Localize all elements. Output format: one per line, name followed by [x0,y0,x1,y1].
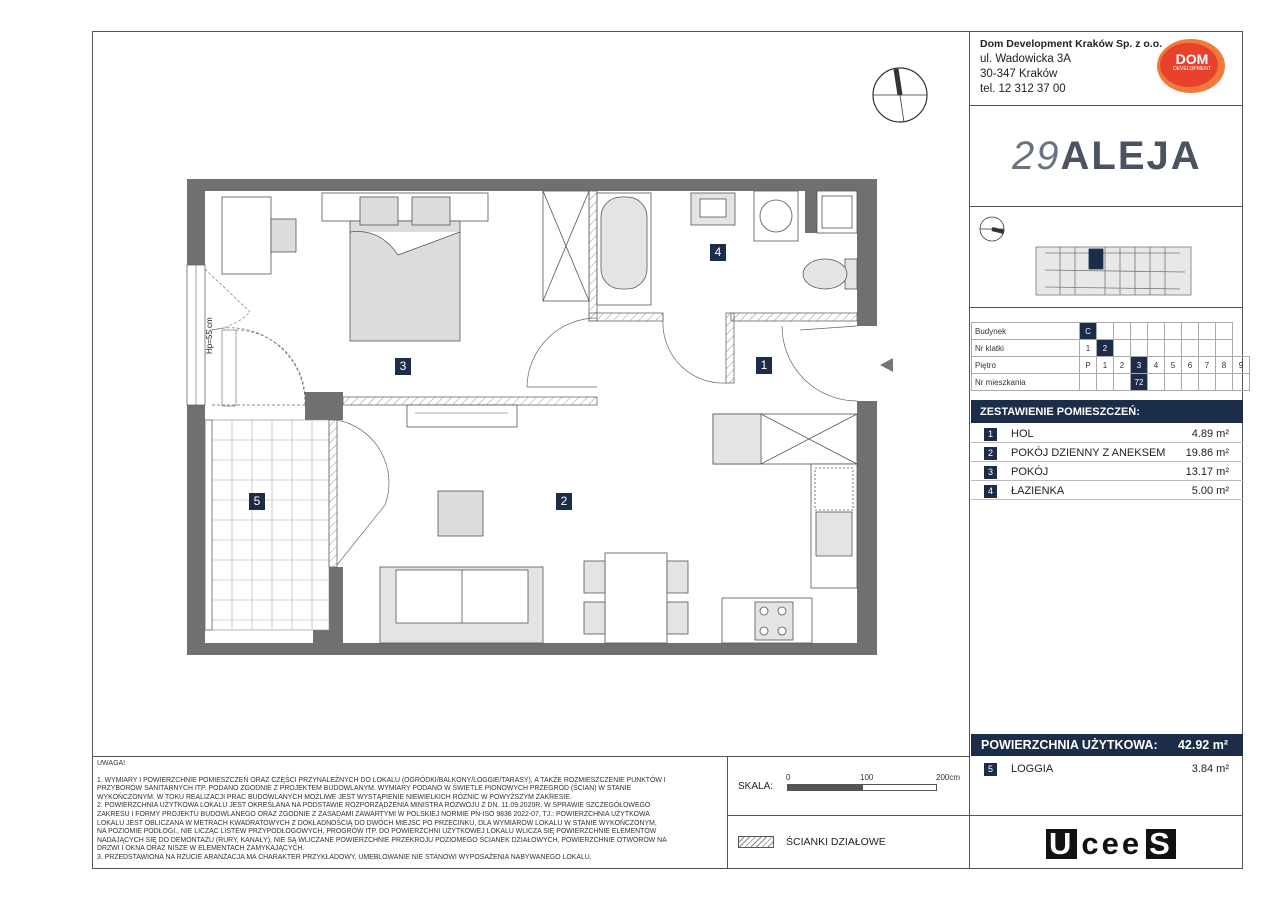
note-line: NA POZIOMIE PODŁOGI., NIE LICZĄC LISTEW PRZYPODŁOGOWYCH, PROGRÓW ITP. DO POWIERZCHNI UŻYTKOWEJ LOKALU WLICZA SIĘ POWIERZCHNIE ELEMENTÓW [97,828,657,836]
living-furniture [380,491,688,643]
cell [1199,340,1216,357]
cell [1182,374,1199,391]
cell [1097,323,1114,340]
note-line: WYKOŃCZONYM. W TOKU REALIZACJI PRAC BUDOWLANYCH MOŻLIWE JEST WYSTĄPIENIE NIEWIELKICH RÓŻNIC W POWYŻSZYM ZAKRESIE. [97,793,572,801]
room-area: 3.84 m² [1191,763,1229,775]
partition-wall-label: ŚCIANKI DZIAŁOWE [786,836,886,848]
scale-tick-0: 0 [786,773,791,782]
company-phone: tel. 12 312 37 00 [980,83,1066,95]
cell [1165,340,1182,357]
room-area: 5.00 m² [1191,485,1229,497]
note-line: LOKALU JEST OBLICZANA W METRACH KWADRATOWYCH Z DOKŁADNOŚCIĄ DO DWÓCH MIEJSC PO PRZECINKU, DLA WYMIARÓW LOKALU W STANIE WYKOŃCZONYM, [97,819,657,827]
company-street: ul. Wadowicka 3A [980,53,1071,65]
pietro-7: 7 [1199,357,1216,374]
notes-heading: UWAGA! [97,760,126,767]
row-pietro [972,357,1250,374]
cell [1216,340,1233,357]
sill-note [222,330,236,406]
klatka-2: 2 [1097,340,1114,357]
budynek-value: C [1080,323,1097,340]
pietro-1: 1 [1097,357,1114,374]
brand-right: S [1146,829,1176,859]
pietro-label: Piętro [972,357,1080,374]
room-area: 19.86 m² [1185,447,1229,459]
room-number: 1 [984,428,997,441]
company-name: Dom Development Kraków Sp. z o.o. [980,38,1163,50]
cell [1114,340,1131,357]
cell [1216,374,1233,391]
room-tag-5: 5 [249,493,265,510]
kitchen [713,414,857,643]
room-name: ŁAZIENKA [1011,485,1065,497]
dom-logo-sub: DEVELOPMENT [1173,66,1211,72]
balcony-door-swing-2 [236,330,305,405]
total-area [971,734,1243,756]
row-klatka [972,340,1250,357]
cell [1233,374,1250,391]
mieszkania-label: Nr mieszkania [972,374,1080,391]
hp-note: Hp=55 cm [205,317,214,354]
pietro-p: P [1080,357,1097,374]
partition-wall-swatch [738,836,774,848]
room-number: 5 [984,763,997,776]
dom-logo [1161,52,1223,73]
bed [322,193,488,341]
note-line: DRZWI I OKNA ORAZ NISZE W ELEMENTACH ZAMYKAJĄCYCH. [97,845,305,853]
budynek-label: Budynek [972,323,1080,340]
scale-bar-fill [788,785,863,790]
mieszkania-value: 72 [1131,374,1148,391]
rooms-header: ZESTAWIENIE POMIESZCZEŃ: [971,400,1243,423]
north-arrow [873,68,927,122]
entrance-arrow [880,358,893,372]
project-logo [1012,134,1202,179]
cell [1148,323,1165,340]
cell [1080,374,1097,391]
room-number: 4 [984,485,997,498]
dom-logo-main: DOM [1175,51,1209,67]
note-line: NADAJĄCYCH SIĘ DO DEMONTAŻU (RURY, KANAŁY), NIE SĄ WLICZANE POWIERZCHNIE PRZEKROJU POZIOMEGO ŚCIANEK DZIAŁOWYCH, POWIERZCHNIE OTWORÓW NA [97,836,667,844]
cell [1148,340,1165,357]
klatka-1: 1 [1080,340,1097,357]
loggia-row [971,759,1243,778]
cell [1097,374,1114,391]
klatka-label: Nr klatki [972,340,1080,357]
cell [1182,340,1199,357]
room-area: 4.89 m² [1191,428,1229,440]
keyplan [980,217,1191,295]
wardrobe [407,405,517,427]
scale-tick-100: 100 [860,773,874,782]
cell [1114,374,1131,391]
brand-left: U [1046,829,1077,859]
room-name: POKÓJ [1011,466,1049,478]
room-number: 3 [984,466,997,479]
row-mieszkania [972,374,1250,391]
pietro-2: 2 [1114,357,1131,374]
cell [1131,340,1148,357]
company-info [980,37,1162,97]
room-name: LOGGIA [1011,763,1054,775]
room-row [971,424,1243,443]
pietro-9: 9 [1233,357,1250,374]
room-row [971,443,1243,462]
note-line: 2. POWIERZCHNIA UŻYTKOWA LOKALU JEST OKREŚLANA NA PODSTAWIE ROZPORZĄDZENIA MINISTRA ROZWOJU Z DN. 11.09.2020R. W SPRAWIE SZCZEGÓŁOWEGO [97,802,651,810]
cell [1148,374,1165,391]
company-city: 30-347 Kraków [980,68,1058,80]
cell [1165,374,1182,391]
scale-tick-200: 200cm [936,773,961,782]
room-tag-1: 1 [756,357,772,374]
note-line: 1. WYMIARY I POWIERZCHNIE POMIESZCZEŃ ORAZ CZĘŚCI PRZYNALEŻNYCH DO LOKALU (OGRÓDKI/BALKONY/LOGGIE/TARASY), A TAKŻE ROZMIESZCZENIE PUNKTÓW I [97,776,666,784]
pietro-3: 3 [1131,357,1148,374]
room-tag-3: 3 [395,358,411,375]
cell [1199,374,1216,391]
cell [1182,323,1199,340]
brand-middle: cee [1081,826,1143,861]
note-line: ZAKRESU I FORMY PROJEKTU BUDOWLANEGO ORAZ ZGODNIE Z ZASADAMI ZAWARTYMI W POLSKIEJ NORMIE PN-ISO 9836 2022-07, TJ.: POWIERZCHNIA UŻYTKOWA [97,810,650,818]
location-table [971,322,1250,391]
cell [1199,323,1216,340]
pietro-6: 6 [1182,357,1199,374]
cell [1131,323,1148,340]
room-area: 13.17 m² [1185,466,1229,478]
total-area-value: 42.92 m² [1177,738,1228,752]
uceeS-logo [1046,826,1176,862]
pietro-5: 5 [1165,357,1182,374]
row-budynek [972,323,1250,340]
note-line: PRZYBORÓW SANITARNYCH ITP. PODANO ZGODNIE Z PROJEKTEM BUDOWLANYM. WYMIARY PODANO W ŚWIETLE PIONOWYCH PRZEGRÓD (ŚCIAN) W STANIE [97,785,632,793]
notes [97,760,722,863]
total-area-label: POWIERZCHNIA UŻYTKOWA: [981,738,1158,752]
project-logo-word: ALEJA [1060,134,1202,178]
loggia-area [212,420,329,630]
cell [1216,323,1233,340]
scale-bar [787,784,937,791]
note-line: 3. PRZEDSTAWIONA NA RZUCIE ARANŻACJA MA CHARAKTER PRZYKŁADOWY, UMEBLOWANIE NIE STANOWI WYPOSAŻENIA NABYWANEGO LOKALU. [97,853,592,861]
cell [1114,323,1131,340]
room-tag-4: 4 [710,244,726,261]
cell [1165,323,1182,340]
room-row [971,481,1243,500]
desk [222,197,296,274]
room-tag-2: 2 [556,493,572,510]
loggia-rail [205,420,212,630]
pietro-8: 8 [1216,357,1233,374]
pietro-4: 4 [1148,357,1165,374]
room-number: 2 [984,447,997,460]
room-name: POKÓJ DZIENNY Z ANEKSEM [1011,447,1166,459]
scale-label: SKALA: [738,781,774,792]
project-logo-number: 29 [1012,134,1061,178]
room-name: HOL [1011,428,1034,440]
room-row [971,462,1243,481]
